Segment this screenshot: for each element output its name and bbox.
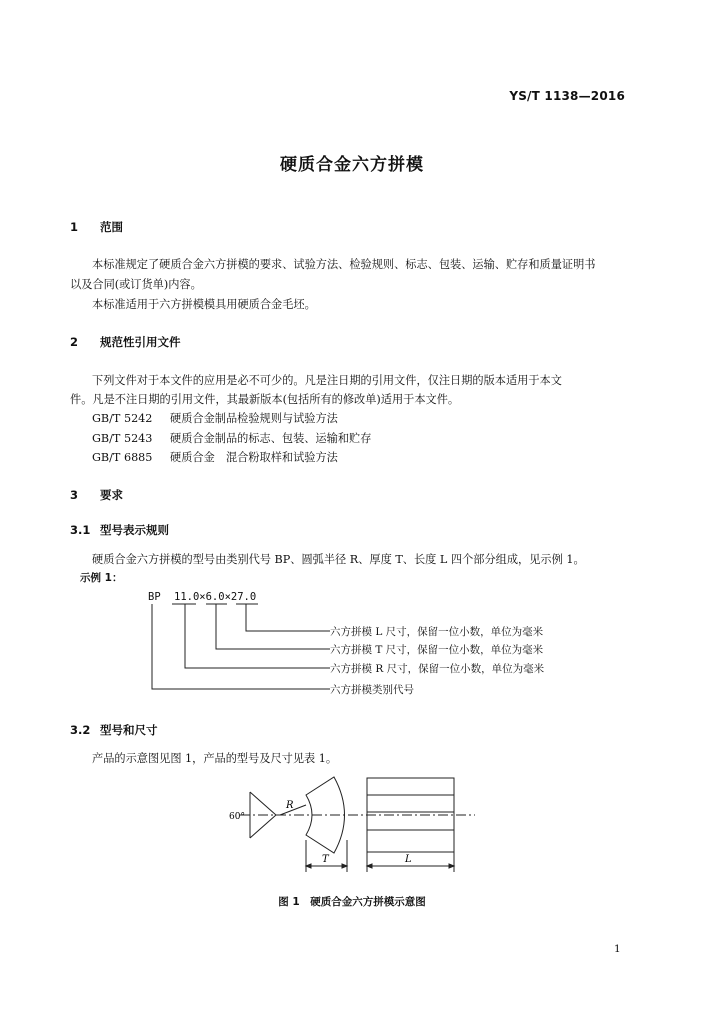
- section-title: 规范性引用文件: [100, 335, 181, 349]
- s1-paragraph-1b: 以及合同(或订货单)内容。: [70, 278, 202, 291]
- s1-paragraph-2: 本标准适用于六方拼模模具用硬质合金毛坯。: [92, 298, 316, 311]
- s2-paragraph-1b: 件。凡是不注日期的引用文件，其最新版本(包括所有的修改单)适用于本文件。: [70, 393, 460, 406]
- annotation-r: 六方拼模 R 尺寸，保留一位小数，单位为毫米: [330, 663, 545, 675]
- page-title: 硬质合金六方拼模: [280, 155, 424, 175]
- t-label: T: [322, 854, 329, 865]
- example-label: 示例 1：: [80, 572, 123, 584]
- section-number: 3: [70, 488, 79, 502]
- reference-code: GB/T 6885: [92, 451, 153, 464]
- l-label: L: [405, 854, 412, 865]
- section-title: 型号和尺寸: [100, 723, 158, 737]
- figure-caption: 图 1 硬质合金六方拼模示意图: [278, 896, 426, 908]
- code-value: 11.0×6.0×27.0: [174, 591, 257, 603]
- s31-paragraph: 硬质合金六方拼模的型号由类别代号 BP、圆弧半径 R、厚度 T、长度 L 四个部分组成，见示例 1。: [92, 553, 585, 566]
- section-title: 要求: [100, 488, 123, 502]
- r-label: R: [286, 800, 294, 811]
- s1-paragraph-1a: 本标准规定了硬质合金六方拼模的要求、试验方法、检验规则、标志、包装、运输、贮存和质量证明书: [92, 258, 596, 271]
- section-number: 3.2: [70, 723, 91, 737]
- annotation-bp: 六方拼模类别代号: [330, 684, 414, 696]
- section-number: 2: [70, 335, 79, 349]
- reference-title: 硬质合金 混合粉取样和试验方法: [170, 451, 338, 464]
- section-number: 3.1: [70, 523, 91, 537]
- annotation-l: 六方拼模 L 尺寸，保留一位小数，单位为毫米: [330, 626, 544, 638]
- section-title: 型号表示规则: [100, 523, 169, 537]
- reference-title: 硬质合金制品的标志、包装、运输和贮存: [170, 432, 372, 445]
- section-number: 1: [70, 220, 79, 234]
- reference-code: GB/T 5243: [92, 432, 153, 445]
- annotation-t: 六方拼模 T 尺寸，保留一位小数，单位为毫米: [330, 644, 544, 656]
- section-title: 范围: [100, 220, 123, 234]
- s2-paragraph-1a: 下列文件对于本文件的应用是必不可少的。凡是注日期的引用文件，仅注日期的版本适用于本文: [92, 374, 562, 387]
- s32-paragraph: 产品的示意图见图 1，产品的型号及尺寸见表 1。: [92, 752, 338, 765]
- page-number: 1: [614, 943, 621, 955]
- standard-code: YS/T 1138—2016: [509, 89, 625, 103]
- reference-title: 硬质合金制品检验规则与试验方法: [170, 412, 338, 425]
- angle-label: 60°: [229, 812, 245, 822]
- code-prefix: BP: [148, 591, 161, 603]
- reference-code: GB/T 5242: [92, 412, 153, 425]
